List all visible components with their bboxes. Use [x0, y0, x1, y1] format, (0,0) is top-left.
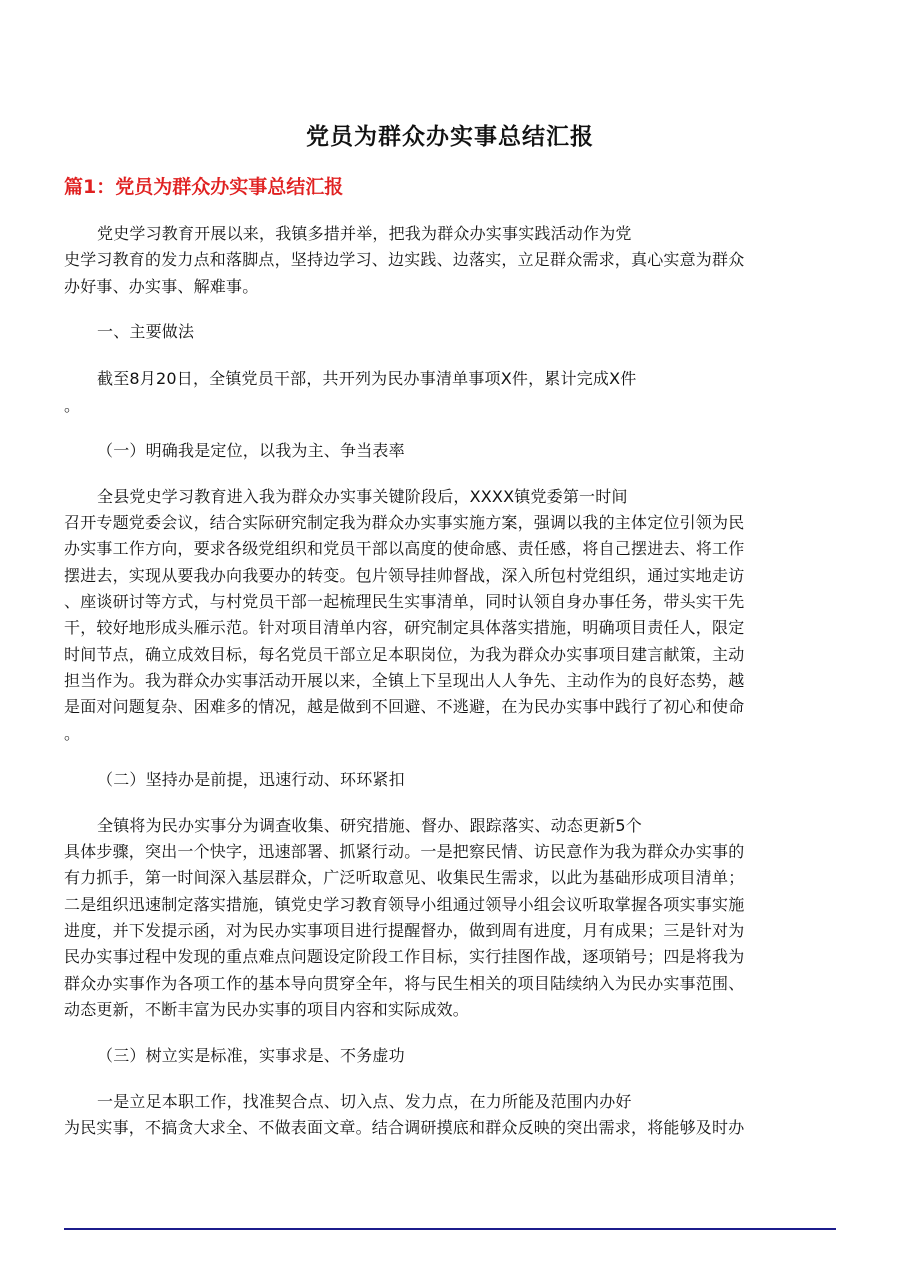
paragraph-line: 、座谈研讨等方式，与村党员干部一起梳理民生实事清单，同时认领自身办事任务，带头实干先	[64, 592, 745, 611]
paragraph-line: 二是组织迅速制定落实措施，镇党史学习教育领导小组通过领导小组会议听取掌握各项实事实施	[64, 895, 745, 914]
subheading: 一、主要做法	[97, 322, 195, 341]
paragraph-line: 。	[64, 724, 81, 743]
paragraph-line: 办实事工作方向，要求各级党组织和党员干部以高度的使命感、责任感，将自己摆进去、将工作	[64, 539, 745, 558]
paragraph-line: 具体步骤，突出一个快字，迅速部署、抓紧行动。一是把察民情、访民意作为我为群众办实事的	[64, 842, 745, 861]
paragraph-line: 。	[64, 396, 81, 415]
subheading: （三）树立实是标准，实事求是、不务虚功	[97, 1046, 405, 1065]
section-heading: 篇1：党员为群众办实事总结汇报	[64, 176, 344, 198]
paragraph-line: 截至8月20日，全镇党员干部，共开列为民办事清单事项X件，累计完成X件	[97, 369, 637, 388]
paragraph-line: 党史学习教育开展以来，我镇多措并举，把我为群众办实事实践活动作为党	[97, 224, 632, 243]
subheading: （一）明确我是定位，以我为主、争当表率	[97, 441, 405, 460]
paragraph-line: 干，较好地形成头雁示范。针对项目清单内容，研究制定具体落实措施，明确项目责任人，限定	[64, 618, 745, 637]
paragraph-line: 一是立足本职工作，找准契合点、切入点、发力点，在力所能及范围内办好	[97, 1092, 632, 1111]
paragraph-line: 召开专题党委会议，结合实际研究制定我为群众办实事实施方案，强调以我的主体定位引领为民	[64, 513, 745, 532]
paragraph-line: 为民实事，不搞贪大求全、不做表面文章。结合调研摸底和群众反映的突出需求，将能够及时办	[64, 1118, 745, 1137]
paragraph-line: 史学习教育的发力点和落脚点，坚持边学习、边实践、边落实，立足群众需求，真心实意为群众	[64, 250, 745, 269]
paragraph-line: 摆进去，实现从要我办向我要办的转变。包片领导挂帅督战，深入所包村党组织，通过实地走访	[64, 566, 745, 585]
paragraph-line: 担当作为。我为群众办实事活动开展以来，全镇上下呈现出人人争先、主动作为的良好态势，越	[64, 671, 745, 690]
paragraph-line: 是面对问题复杂、困难多的情况，越是做到不回避、不逃避，在为民办实事中践行了初心和使命	[64, 697, 745, 716]
paragraph-line: 进度，并下发提示函，对为民办实事项目进行提醒督办，做到周有进度，月有成果；三是针对为	[64, 921, 745, 940]
paragraph-line: 办好事、办实事、解难事。	[64, 277, 259, 296]
paragraph-line: 民办实事过程中发现的重点难点问题设定阶段工作目标，实行挂图作战，逐项销号；四是将我为	[64, 947, 745, 966]
paragraph-line: 动态更新，不断丰富为民办实事的项目内容和实际成效。	[64, 1000, 470, 1019]
document-title: 党员为群众办实事总结汇报	[306, 124, 594, 150]
paragraph-line: 时间节点，确立成效目标，每名党员干部立足本职岗位，为我为群众办实事项目建言献策，主动	[64, 645, 745, 664]
subheading: （二）坚持办是前提，迅速行动、环环紧扣	[97, 770, 405, 789]
paragraph-line: 群众办实事作为各项工作的基本导向贯穿全年，将与民生相关的项目陆续纳入为民办实事范围、	[64, 974, 745, 993]
paragraph-line: 有力抓手，第一时间深入基层群众，广泛听取意见、收集民生需求，以此为基础形成项目清单；	[64, 868, 745, 887]
paragraph-line: 全镇将为民办实事分为调查收集、研究措施、督办、跟踪落实、动态更新5个	[97, 816, 642, 835]
footer-rule	[64, 1228, 836, 1230]
paragraph-line: 全县党史学习教育进入我为群众办实事关键阶段后，XXXX镇党委第一时间	[97, 487, 628, 506]
